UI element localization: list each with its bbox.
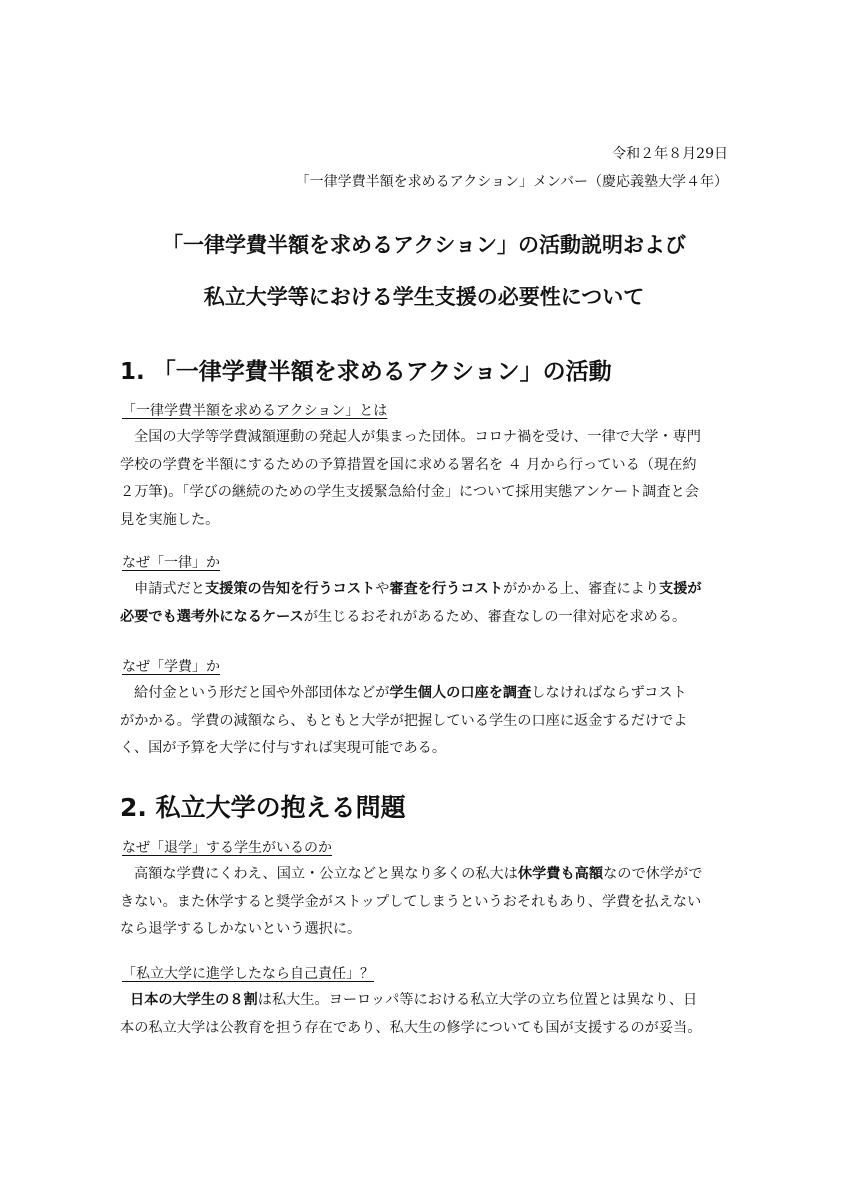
paragraph-line (120, 576, 732, 604)
text-run: は私大生。ヨーロッパ等における私立大学の立ち位置とは異なり、日 (257, 992, 698, 1008)
paragraph-line: 本の私立大学は公教育を担う存在であり、私大生の修学についても国が支援するのが妥当。 (120, 1019, 702, 1036)
paragraph-line (120, 987, 732, 1015)
text-run: が生じるおそれがあるため、審査なしの一律対応を求める。 (303, 608, 687, 625)
section-1-heading: 1. 「一律学費半額を求めるアクション」の活動 (120, 359, 612, 385)
section-1-sub-3-title: なぜ「学費」か (122, 659, 220, 675)
text-run: 高額な学費にくわえ、国立・公立などと異なり多くの私大は (134, 866, 518, 882)
paragraph-line: 見を実施した。 (120, 511, 220, 528)
paragraph-line: ２万筆)。「学びの継続のための学生支援緊急給付金」について採用実態アンケート調査と会 (120, 484, 699, 500)
paragraph-line: がかかる。学費の減額なら、もともと大学が把握している学生の口座に返金するだけでよ (120, 712, 688, 729)
section-1-sub-1-paragraph (120, 424, 732, 534)
bold-text-run: 必要でも選考外になるケース (120, 608, 304, 625)
text-run: がかかる上、審査により (502, 581, 660, 597)
section-1-sub-1-title: 「一律学費半額を求めるアクション」とは (122, 403, 388, 419)
paragraph-line: なら退学するしかないという選択に。 (120, 921, 362, 937)
paragraph-line (120, 604, 732, 632)
bold-text-run: 支援が (659, 581, 702, 597)
section-2-sub-2-paragraph (120, 987, 732, 1042)
bold-text-run: 審査を行うコスト (389, 581, 503, 597)
document-author: 「一律学費半額を求めるアクション」メンバー（慶応義塾大学４年） (295, 174, 728, 190)
bold-text-run: 支援策の告知を行うコスト (204, 581, 376, 597)
section-2-sub-2-title: 「私立大学に進学したなら自己責任」？ (122, 966, 374, 982)
document-date: 令和２年８月29日 (612, 146, 728, 162)
text-run: なので休学がで (603, 866, 703, 882)
section-1-sub-2-paragraph (120, 576, 732, 631)
section-2-heading: 2. 私立大学の抱える問題 (120, 793, 406, 822)
text-run: 申請式だと (134, 581, 205, 597)
bold-text-run: 学生個人の口座を調査 (389, 685, 532, 701)
paragraph-line: 学校の学費を半額にするための予算措置を国に求める署名を ４ 月から行っている（現在約 (120, 456, 697, 473)
section-1-sub-3-paragraph (120, 680, 732, 763)
section-1-sub-2-title: なぜ「一律」か (122, 555, 220, 571)
paragraph-line: 全国の大学等学費減額運動の発起人が集まった団体。コロナ禍を受け、一律で大学・専門 (134, 429, 701, 445)
paragraph-line: きない。また休学すると奨学金がストップしてしまうというおそれもあり、学費を払えない (120, 893, 702, 910)
document-title-line-2: 私立大学等における学生支援の必要性について (203, 285, 645, 309)
paragraph-line: く、国が予算を大学に付与すれば実現可能である。 (120, 740, 447, 756)
section-2-sub-1-title: なぜ「退学」する学生がいるのか (122, 840, 332, 856)
text-run: や (375, 581, 390, 597)
paragraph-line (120, 861, 732, 889)
paragraph-line (120, 680, 732, 708)
text-run: しなければならずコスト (531, 685, 687, 701)
bold-text-run: 日本の大学生の８割 (130, 992, 258, 1008)
document-title-line-1: 「一律学費半額を求めるアクション」の活動説明および (162, 233, 686, 257)
section-2-sub-1-paragraph (120, 861, 732, 944)
text-run: 給付金という形だと国や外部団体などが (134, 685, 390, 701)
bold-text-run: 休学費も高額 (517, 866, 604, 882)
